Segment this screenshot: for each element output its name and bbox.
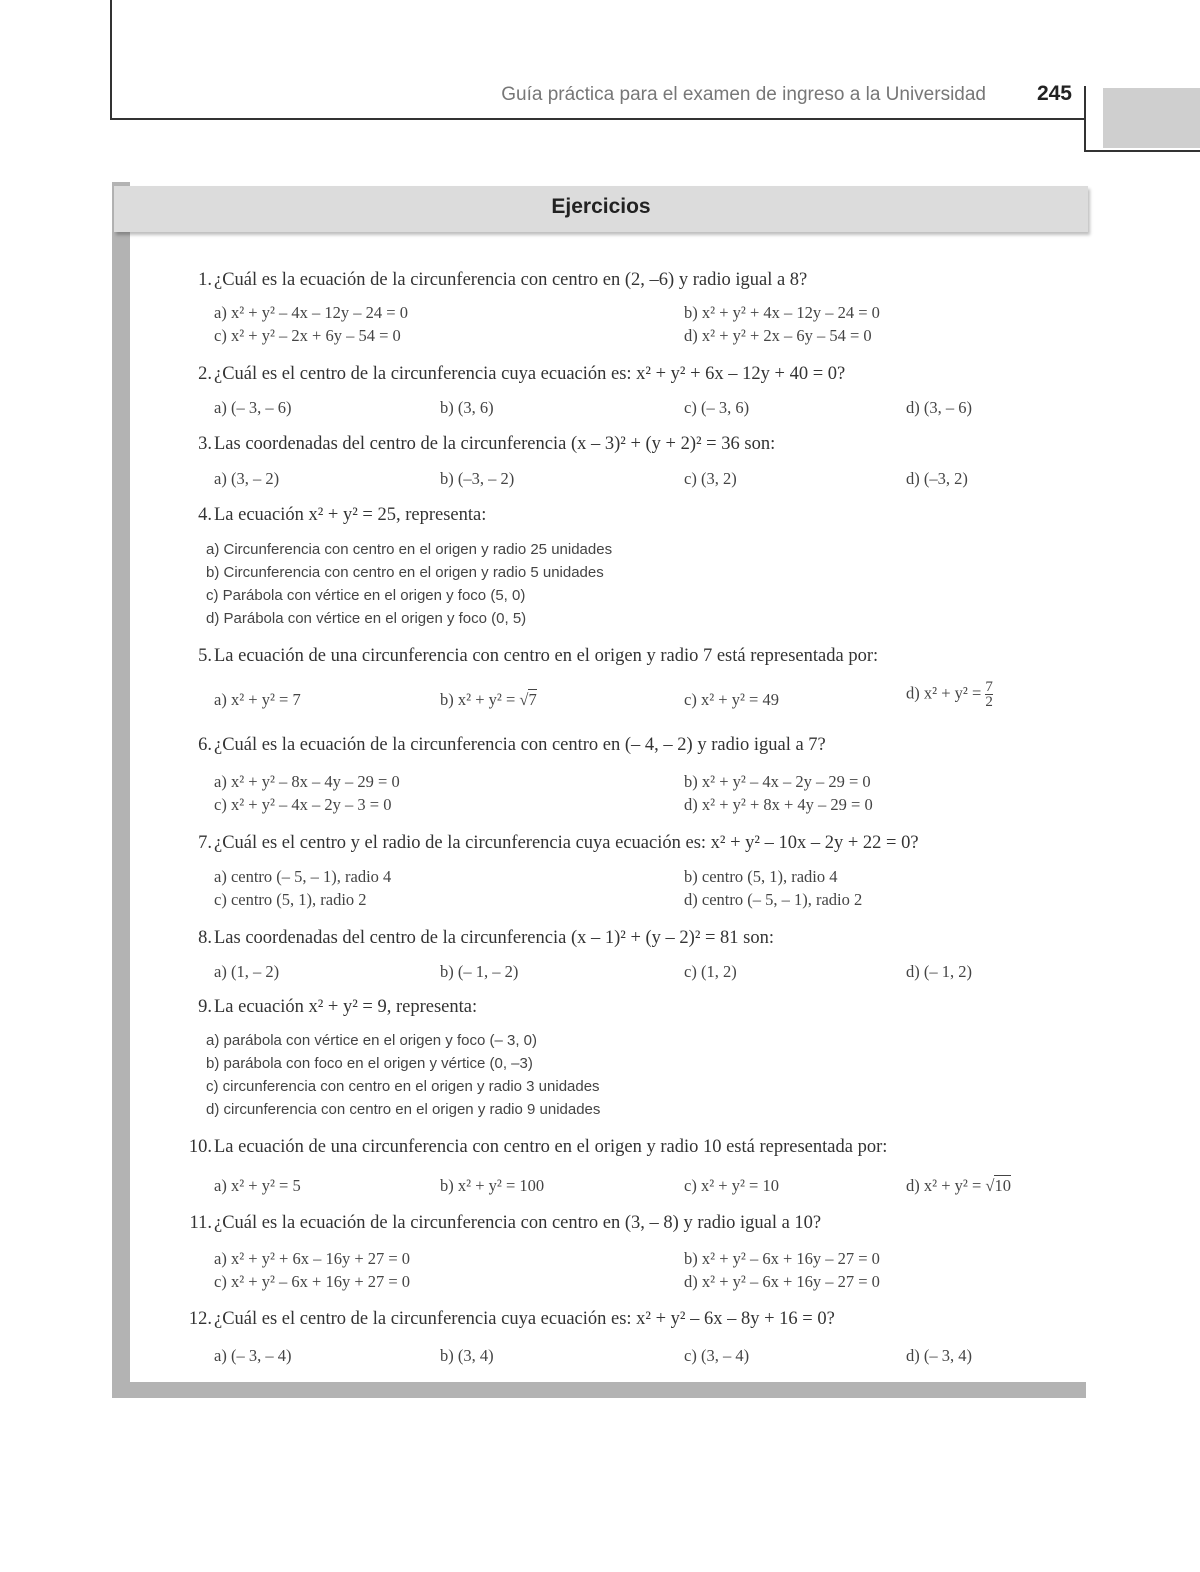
page-number: 245 — [1036, 82, 1072, 105]
option-9c: c) circunferencia con centro en el origen y radio 3 unidades — [206, 1078, 600, 1095]
question-11: 11. ¿Cuál es la ecuación de la circunferencia con centro en (3, – 8) y radio igual a 10? — [189, 1213, 822, 1233]
option-2d: d) (3, – 6) — [906, 398, 972, 417]
option-4d: d) Parábola con vértice en el origen y foco (0, 5) — [206, 610, 527, 627]
option-12a: a) (– 3, – 4) — [214, 1346, 292, 1365]
option-11a: a) x² + y² + 6x – 16y + 27 = 0 — [214, 1249, 411, 1268]
question-10: 10. La ecuación de una circunferencia con centro en el origen y radio 10 está representada por: — [188, 1137, 888, 1157]
option-2b: b) (3, 6) — [440, 398, 494, 417]
option-11c: c) x² + y² – 6x + 16y + 27 = 0 — [214, 1272, 411, 1291]
option-3d: d) (–3, 2) — [906, 469, 968, 488]
question-2: 2. ¿Cuál es el centro de la circunferencia cuya ecuación es: x² + y² + 6x – 12y + 40 = 0? — [198, 364, 846, 384]
option-5a: a) x² + y² = 7 — [214, 690, 301, 709]
option-9a: a) parábola con vértice en el origen y foco (– 3, 0) — [206, 1032, 538, 1049]
option-4a: a) Circunferencia con centro en el origen y radio 25 unidades — [206, 541, 613, 558]
option-11b: b) x² + y² – 6x + 16y – 27 = 0 — [684, 1249, 880, 1268]
question-3: 3. Las coordenadas del centro de la circunferencia (x – 3)² + (y + 2)² = 36 son: — [198, 434, 776, 454]
page-tab — [1103, 88, 1200, 148]
question-6: 6. ¿Cuál es la ecuación de la circunferencia con centro en (– 4, – 2) y radio igual a 7? — [198, 735, 826, 755]
option-9b: b) parábola con foco en el origen y vértice (0, –3) — [206, 1055, 533, 1072]
option-4c: c) Parábola con vértice en el origen y foco (5, 0) — [206, 587, 526, 604]
option-7c: c) centro (5, 1), radio 2 — [214, 890, 367, 909]
option-7a: a) centro (– 5, – 1), radio 4 — [214, 867, 392, 886]
option-7d: d) centro (– 5, – 1), radio 2 — [684, 890, 863, 909]
option-1b: b) x² + y² + 4x – 12y – 24 = 0 — [684, 303, 880, 322]
option-1a: a) x² + y² – 4x – 12y – 24 = 0 — [214, 303, 408, 322]
option-10a: a) x² + y² = 5 — [214, 1176, 301, 1195]
question-8: 8. Las coordenadas del centro de la circunferencia (x – 1)² + (y – 2)² = 81 son: — [198, 928, 775, 948]
question-1: 1. ¿Cuál es la ecuación de la circunferencia con centro en (2, –6) y radio igual a 8? — [198, 270, 808, 290]
question-7: 7. ¿Cuál es el centro y el radio de la circunferencia cuya ecuación es: x² + y² – 10x – 2y + 22 = 0? — [198, 833, 919, 853]
option-11d: d) x² + y² – 6x + 16y – 27 = 0 — [684, 1272, 880, 1291]
option-5b: b) x² + y² = √7 — [440, 690, 537, 709]
tab-rule-vertical — [1084, 86, 1086, 152]
question-4: 4. La ecuación x² + y² = 25, representa: — [198, 505, 487, 525]
option-7b: b) centro (5, 1), radio 4 — [684, 867, 838, 886]
option-12b: b) (3, 4) — [440, 1346, 494, 1365]
option-8d: d) (– 1, 2) — [906, 962, 972, 981]
option-6d: d) x² + y² + 8x + 4y – 29 = 0 — [684, 795, 873, 814]
option-2c: c) (– 3, 6) — [684, 398, 750, 417]
option-3a: a) (3, – 2) — [214, 469, 280, 488]
option-4b: b) Circunferencia con centro en el origen y radio 5 unidades — [206, 564, 604, 581]
option-3c: c) (3, 2) — [684, 469, 737, 488]
tab-rule-horizontal — [1084, 150, 1200, 152]
option-10b: b) x² + y² = 100 — [440, 1176, 545, 1195]
option-1c: c) x² + y² – 2x + 6y – 54 = 0 — [214, 326, 401, 345]
option-6c: c) x² + y² – 4x – 2y – 3 = 0 — [214, 795, 392, 814]
option-1d: d) x² + y² + 2x – 6y – 54 = 0 — [684, 326, 872, 345]
option-5c: c) x² + y² = 49 — [684, 690, 779, 709]
header-rule-vertical — [110, 0, 112, 120]
section-title: Ejercicios — [114, 186, 1088, 232]
option-10d: d) x² + y² = √10 — [906, 1176, 1011, 1195]
option-10c: c) x² + y² = 10 — [684, 1176, 779, 1195]
box-left-border — [112, 182, 130, 1398]
question-9: 9. La ecuación x² + y² = 9, representa: — [198, 997, 478, 1017]
box-bottom-border — [112, 1382, 1086, 1398]
question-5: 5. La ecuación de una circunferencia con centro en el origen y radio 7 está representada por: — [198, 646, 879, 666]
question-12: 12. ¿Cuál es el centro de la circunferencia cuya ecuación es: x² + y² – 6x – 8y + 16 = 0? — [188, 1309, 835, 1329]
option-3b: b) (–3, – 2) — [440, 469, 515, 488]
fraction: $\frac{7}{2}$ — [985, 679, 993, 710]
header-rule-horizontal — [110, 118, 1086, 120]
option-8a: a) (1, – 2) — [214, 962, 280, 981]
option-6b: b) x² + y² – 4x – 2y – 29 = 0 — [684, 772, 871, 791]
option-6a: a) x² + y² – 8x – 4y – 29 = 0 — [214, 772, 400, 791]
option-9d: d) circunferencia con centro en el origen y radio 9 unidades — [206, 1101, 601, 1118]
option-5d: d) x² + y² = $\frac{7}{2}$ — [906, 679, 993, 710]
option-2a: a) (– 3, – 6) — [214, 398, 292, 417]
option-12d: d) (– 3, 4) — [906, 1346, 972, 1365]
running-header: Guía práctica para el examen de ingreso a la Universidad — [501, 84, 986, 105]
option-8c: c) (1, 2) — [684, 962, 737, 981]
option-8b: b) (– 1, – 2) — [440, 962, 519, 981]
option-12c: c) (3, – 4) — [684, 1346, 750, 1365]
